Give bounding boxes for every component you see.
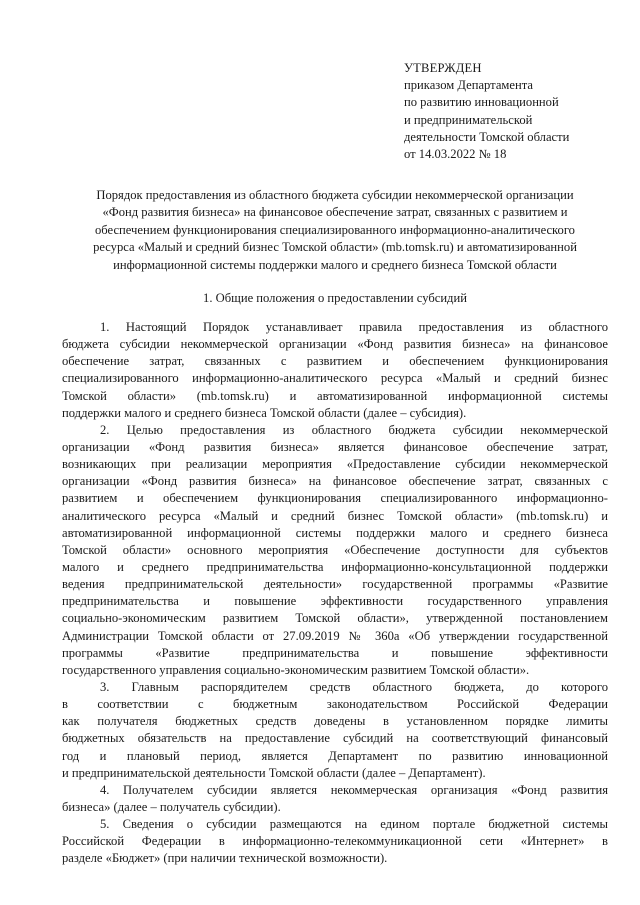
section-heading: 1. Общие положения о предоставлении субсидий (203, 291, 467, 305)
approval-line: по развитию инновационной (404, 95, 559, 110)
paragraph-line: и предпринимательской деятельности Томской области (далее – Департамент). (62, 765, 486, 780)
paragraph-line: 1. Настоящий Порядок устанавливает правила предоставления из областного (100, 320, 608, 334)
document-title-line: ресурса «Малый и средний бизнес Томской области» (mb.tomsk.ru) и автоматизированной (93, 240, 577, 255)
paragraph-line: поддержки малого и среднего бизнеса Томской области (далее – субсидия). (62, 405, 467, 420)
paragraph-3 (62, 679, 608, 782)
paragraph-line: бизнеса» (далее – получатель субсидии). (62, 799, 281, 814)
paragraph-line: бюджета субсидии некоммерческой организации «Фонд развития бизнеса» на финансовое (62, 337, 608, 352)
paragraph-line: развитием и обеспечением функционирования специализированного информационно- (62, 491, 608, 506)
approval-line: деятельности Томской области (404, 129, 570, 144)
paragraph-line: ведения предпринимательской деятельности» государственной программы «Развитие (62, 577, 608, 592)
paragraph-line: Томской области» (mb.tomsk.ru) и автоматизированной информационной системы (62, 388, 608, 403)
paragraph-line: Российской Федерации в информационно-телекоммуникационной сети «Интернет» в (62, 834, 608, 849)
paragraph-line: малого и среднего предпринимательства информационно-консультационной поддержки (62, 559, 608, 574)
paragraph-line: 4. Получателем субсидии является некоммерческая организация «Фонд развития (100, 782, 608, 797)
paragraph-line: автоматизированной информационной системы поддержки малого и среднего бизнеса (62, 525, 608, 540)
document-title-line: обеспечением функционирования специализированного информационно-аналитического (95, 222, 575, 237)
paragraph-line: организации «Фонд развития бизнеса» является финансовое обеспечение затрат, (62, 439, 608, 454)
paragraph-2 (62, 422, 608, 679)
paragraph-line: аналитического ресурса «Малый и средний бизнес Томской области» (mb.tomsk.ru) и (62, 508, 608, 523)
paragraph-5 (62, 816, 608, 867)
paragraph-line: 5. Сведения о субсидии размещаются на едином портале бюджетной системы (100, 817, 608, 832)
paragraph-line: социально-экономическим развитием Томской области», утвержденной постановлением (62, 611, 608, 626)
document-title-line: информационной системы поддержки малого и среднего бизнеса Томской области (113, 257, 557, 272)
paragraph-line: обеспечение затрат, связанных с развитием и обеспечением функционирования (62, 354, 608, 369)
approval-title: УТВЕРЖДЕН (404, 61, 482, 75)
paragraph-line: Администрации Томской области от 27.09.2019 № 360а «Об утверждении государственной (62, 628, 608, 643)
document-title-line: «Фонд развития бизнеса» на финансовое обеспечение затрат, связанных с развитием и (102, 205, 568, 220)
paragraph-4 (62, 782, 608, 816)
paragraph-line: бюджетных обязательств на предоставление субсидий на соответствующий финансовый (62, 731, 608, 746)
paragraph-line: в соответствии с бюджетным законодательством Российской Федерации (62, 697, 608, 712)
approval-line: приказом Департамента (404, 78, 533, 93)
paragraph-line: Томской области» основного мероприятия «Обеспечение доступности для субъектов (62, 542, 608, 557)
paragraph-line: программы «Развитие предпринимательства и повышение эффективности (62, 645, 608, 660)
paragraph-line: разделе «Бюджет» (при наличии технической возможности). (62, 851, 388, 866)
paragraph-1 (62, 319, 608, 422)
approval-line: от 14.03.2022 № 18 (404, 147, 507, 162)
paragraph-line: год и плановый период, является Департамент по развитию инновационной (62, 748, 608, 763)
paragraph-line: специализированного информационно-аналитического ресурса «Малый и средний бизнес (62, 371, 608, 386)
paragraph-line: государственного управления социально-экономическим развитием Томской области». (62, 662, 530, 677)
paragraph-line: возникающих при реализации мероприятия «Предоставление субсидии некоммерческой (62, 457, 608, 472)
paragraph-line: 2. Целью предоставления из областного бюджета субсидии некоммерческой (100, 422, 608, 437)
paragraph-line: 3. Главным распорядителем средств областного бюджета, до которого (100, 679, 608, 694)
document-title (62, 187, 608, 274)
paragraph-line: предпринимательства и повышение эффективности государственного управления (62, 594, 608, 609)
document-body (62, 319, 608, 868)
approval-stamp-block (404, 60, 624, 163)
approval-line: и предпринимательской (404, 112, 533, 127)
paragraph-line: организации «Фонд развития бизнеса» на финансовое обеспечение затрат, связанных с (62, 474, 608, 489)
document-title-line: Порядок предоставления из областного бюджета субсидии некоммерческой организации (96, 188, 574, 202)
paragraph-line: как получателя бюджетных средств доведены в установленном порядке лимиты (62, 714, 608, 729)
